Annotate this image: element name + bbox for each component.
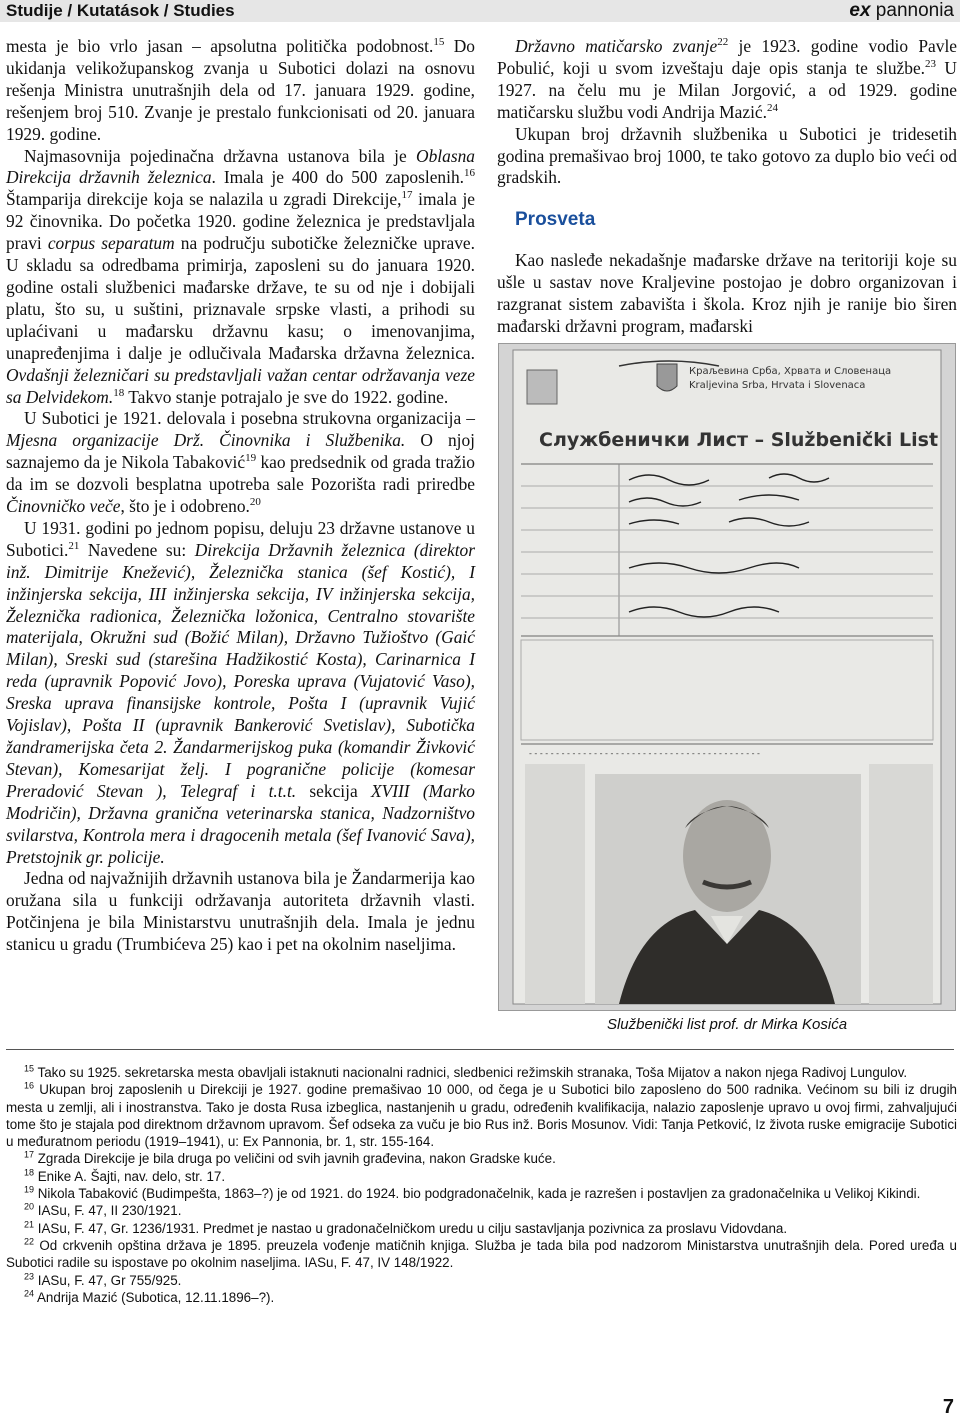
right-column (497, 36, 957, 338)
emphasis: corpus separatum (47, 233, 175, 254)
text-run: sekcija (296, 780, 371, 801)
footnote (6, 1081, 957, 1150)
portrait-photo (595, 774, 861, 1004)
text-run: kao predsednik od grada tražio da im se dozvoli besplatna upotreba sale Pozorišta radi priredbe (6, 452, 475, 495)
emphasis: Činovničko veče (6, 496, 121, 517)
text-run: Ukupan broj državnih službenika u Subotici je tridesetih godina premašivao broj 1000, te tako gotovo za duplo bio veći od gradskih. (497, 123, 957, 188)
left-column (6, 36, 475, 956)
section-heading: Prosveta (515, 209, 596, 231)
paragraph (497, 36, 957, 124)
text-run: Kao nasleđe nekadašnje mađarske države na teritoriji koje su ušle u sastav nove Kraljevine postojao je dobro organizovan i razgranat sistem zabavišta i škola. Kroz njih je ranije bio širen mađarski državni program, mađarski (497, 250, 957, 336)
footnote (6, 1272, 957, 1289)
text-run: Do ukidanja velikožupanskog zvanja u Subotici dolazi na osnovu rešenja Ministra unutrašnjih dela od 17. januara 1929. godine, rešenjem broj 510. Zvanje je prestalo funkcionisati od 20. januara 1929. godine. (6, 36, 476, 144)
text-run: Štamparija direkcije koja se nalazila u zgradi Direkcije, (6, 189, 402, 210)
footnote-ref: 23 (925, 58, 937, 71)
text-run: U 1931. godini po jednom popisu, deluju 23 državne ustanove u Subotici. (6, 517, 475, 560)
footnote-ref: 24 (766, 101, 778, 114)
figure-caption: Službenički list prof. dr Mirka Kosića (606, 1016, 848, 1033)
footnote-number: 22 (24, 1236, 35, 1247)
paragraph (6, 868, 475, 956)
footnote-text: IASu, F. 47, Gr 755/925. (34, 1272, 182, 1288)
footnote-ref: 22 (717, 36, 729, 49)
footnote-text: IASu, F. 47, II 230/1921. (34, 1203, 182, 1219)
emphasis: Oblasna Direkcija državnih železnica (6, 145, 475, 188)
text-run: U Subotici je 1921. delovala i posebna strukovna organizacija – (24, 408, 475, 429)
footnote-text: IASu, F. 47, Gr. 1236/1931. Predmet je nastao u gradonačelničkom uredu u cilju sastavljanja pozivnica za proslavu Vidovdana. (34, 1220, 788, 1236)
text-run: . Imala je 400 do 500 zaposlenih. (211, 167, 464, 188)
text-run: O njoj saznajemo da je Nikola Tabaković (6, 430, 476, 473)
footnote-ref: 21 (68, 540, 80, 553)
footnote-text: Andrija Mazić (Subotica, 12.11.1896–?). (34, 1289, 275, 1305)
footnote (6, 1185, 957, 1202)
footnote (6, 1168, 957, 1185)
emphasis: XVIII (Marko Modričin), Državna granična veterinarska stanica, Nadzorništvo svilarstva, Kontrola mera i dragocenih metala (šef Ivanović Sava), Pretstojnik gr. policije. (6, 780, 475, 867)
text-run: Najmasovnija pojedinačna državna ustanova bila je (24, 145, 417, 166)
footnote-ref: 17 (401, 189, 413, 202)
document-title: Службенички Лист – Službenički List (539, 429, 939, 451)
paragraph (6, 518, 475, 869)
footnote-ref: 18 (113, 386, 125, 399)
footnote-text: Ukupan broj zaposlenih u Direkciji je 1927. godine premašivao 10 000, od čega je u Subotici bilo zaposleno do 500 radnika. Većinom su bili iz drugih mesta u zemlji, ali i inostranstva. Tako je dosta Rusa izbeglica, nastanjenih u gradu, određenih kvalifikacija, nalazio zaposlenje upravo u ovoj firmi, zahvaljujući tome što je stajala pod direktnom državnom upravom. Šef odseka za vuču je bio Rus inž. Boris Mosunov. Vidi: Tanja Petković, Iz života ruske emigracije Subotici u međuratnom periodu (1919–1941), u: Ex Pannonia, br. 1, str. 155-164. (6, 1082, 957, 1150)
emphasis: Ovdašnji železničari su predstavljali važan centar održavanja veze sa Delvidekom. (6, 364, 475, 407)
text-run: , što je i odobreno. (120, 496, 250, 517)
document-scan-illustration (499, 344, 955, 1010)
text-run: mesta je bio vrlo jasan – apsolutna politička podobnost. (6, 36, 434, 56)
footnote-number: 23 (24, 1271, 35, 1282)
footnote-number: 24 (24, 1288, 35, 1299)
footnote-divider (6, 1049, 954, 1050)
footnote-text: Nikola Tabaković (Budimpešta, 1863–?) je od 1921. do 1924. bio podgradonačelnik, kada je razrešen i postavljen za gradonačelnika u Velikoj Kikindi. (34, 1186, 921, 1202)
text-run: Jedna od najvažnijih državnih ustanova bila je Žandarmerija kao oružana sila u funkciji održavanja autoriteta državnih vlasti. Potčinjena je bila Ministarstvu unutrašnjih dela. Imala je jednu stanicu u gradu (Trumbićeva 25) kao i pet na okolnim naseljima. (6, 868, 475, 955)
paragraph (6, 36, 475, 146)
journal-brand (849, 0, 954, 22)
footnote-ref: 15 (433, 36, 445, 49)
footnote-number: 18 (24, 1167, 35, 1178)
text-run: imala je 92 činovnika. Do početka 1920. godine železnica je predstavljala pravi (6, 189, 476, 254)
page-number: 7 (942, 1396, 954, 1418)
footnote (6, 1150, 957, 1167)
kingdom-cyrillic: Краљевина Срба, Хрвата и Словенаца (689, 366, 892, 377)
footnote-text: Zgrada Direkcije je bila druga po veličini od svih javnih građevina, nakon Gradske kuće. (34, 1151, 556, 1167)
coat-of-arms-icon (657, 364, 677, 391)
footnote-ref: 20 (249, 496, 261, 509)
footnote (6, 1237, 957, 1272)
footnote-text: Od crkvenih opština država je 1895. preuzela vođenje matičnih knjiga. Služba je tada bila pod nadzorom Ministarstva unutrašnjih dela. Pored uređa u Subotici radile su ispostave po okolnim naseljima. IASu, F. 47, IV 148/1922. (6, 1237, 957, 1271)
footnote-text: Tako su 1925. sekretarska mesta obavljali istaknuti nacionalni radnici, sledbenici režimskih stranaka, Toša Mijatov a nakon njega Radivoj Lungulov. (34, 1065, 908, 1080)
text-run: U 1927. na čelu mu je Milan Jorgović, a od 1929. godine matičarsku službu vodi Andrija Mazić. (497, 57, 957, 122)
svg-text:- - - - - - - - - - - - - - -: - - - - - - - - - - - - - - - - - - - - - - - - - - - - - - - - - - - - - - - - - - - (529, 749, 760, 758)
footnote-number: 16 (24, 1080, 35, 1091)
emphasis: Direkcija Državnih železnica (direktor inž. Dimitrije Knežević), Železnička stanica (šef Kostić), I inžinjerska sekcija, III inžinjerska sekcija, IV inžinjerska sekcija, Železnička radionica, Železnička ložonica, Centralno stovarište materijala, Okružni sud (Božić Milan), Državno Tužioštvo (Gaić Milan), Sreski sud (starešina Hadžikostić Kosta), Carinarnica I reda (upravnik Popović Jovo), Poreska uprava (Vujatović Vaso), Sreska uprava finansijske kontrole, Pošta I (upravnik Vujić Vojislav), Pošta II (upravnik Bankerović Svetislav), Subotička žandramerijska četa 2. Žandarmerijskog puka (komandir Živković Stevan), Komesarijat želj. I pogranične policije (komesar Preradović Stevan ), Telegraf i t.t.t. (6, 539, 475, 801)
text-run: je 1923. godine vodio Pavle Pobulić, koji u svom izveštaju daje opis stanja te službe. (497, 36, 957, 78)
footnote-number: 20 (24, 1201, 35, 1212)
page-header (0, 0, 960, 22)
brand-name: pannonia (870, 0, 954, 21)
paragraph (497, 250, 957, 338)
footnote-number: 19 (24, 1184, 35, 1195)
footnote-number: 17 (24, 1150, 35, 1161)
footnote (6, 1289, 957, 1306)
emphasis: Mjesna organizacije Drž. Činovnika i Službenika. (6, 430, 406, 451)
text-run: na području subotičke železničke uprave. U skladu sa odredbama primirja, zaposleni su do januara 1920. godine ostali službenici mađarske države, te su od nje i dobijali platu, što su, u suštini, priznavale srpske vlasti, a prihodi su uplaćivani u mađarsku državnu kasu; o imenovanjima, unapređenjima i dalje je odlučivala Mađarska državna železnica. (6, 233, 475, 363)
footnote-ref: 19 (245, 452, 257, 465)
text-run: Takvo stanje potrajalo je sve do 1922. godine. (124, 386, 449, 407)
footnote (6, 1220, 957, 1237)
paragraph (497, 124, 957, 190)
footnote-number: 15 (24, 1063, 35, 1074)
footnote (6, 1064, 957, 1081)
footnote-text: Enike A. Šajti, nav. delo, str. 17. (34, 1168, 226, 1184)
paragraph (6, 408, 475, 518)
footnotes (6, 1064, 957, 1306)
emphasis: Državno matičarsko zvanje (515, 36, 718, 56)
footnote-ref: 16 (464, 167, 475, 180)
document-photo (498, 343, 956, 1011)
brand-ex: ex (849, 0, 871, 21)
footnote (6, 1202, 957, 1219)
kingdom-latin: Kraljevina Srba, Hrvata i Slovenaca (689, 380, 866, 391)
paragraph (6, 146, 475, 409)
text-run: Navedene su: (79, 539, 195, 560)
section-label: Studije / Kutatások / Studies (6, 1, 235, 20)
footnote-number: 21 (24, 1219, 35, 1230)
